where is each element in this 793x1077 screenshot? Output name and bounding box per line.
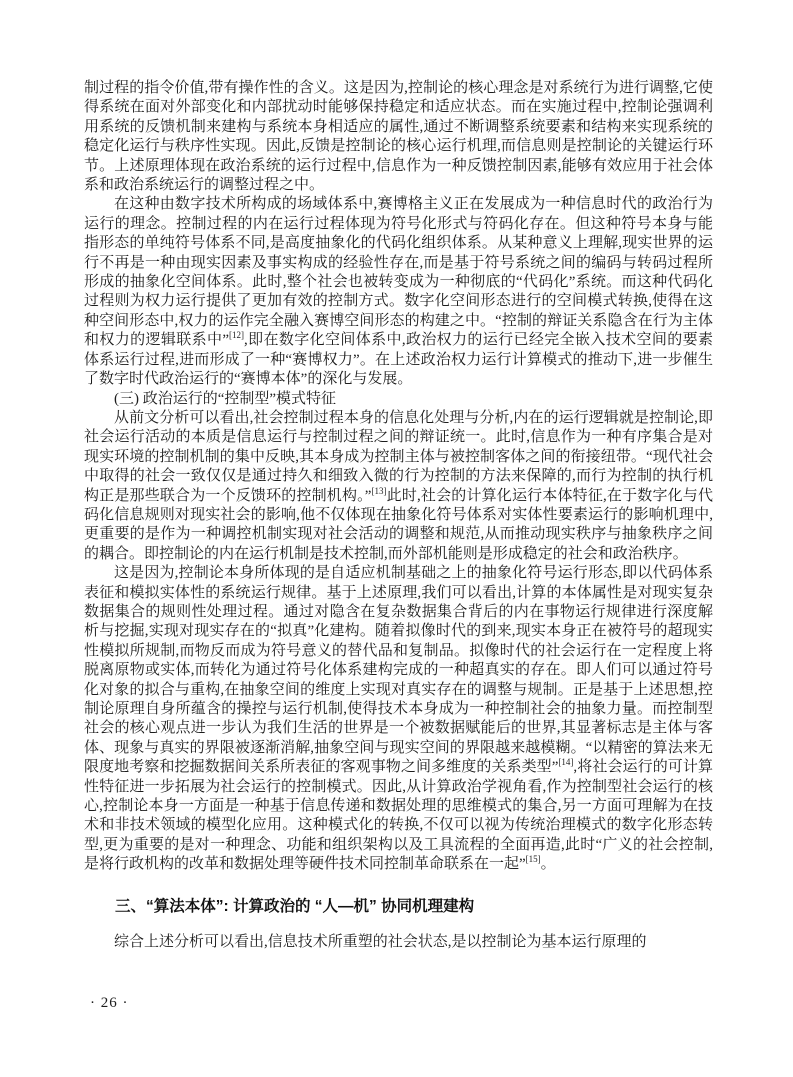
page-number: · 26 ·: [90, 995, 129, 1011]
paragraph: 在这种由数字技术所构成的场域体系中,赛博格主义正在发展成为一种信息时代的政治行为运行的理念。控制过程的内在运行过程体现为符号化形式与符码化存在。但这种符号本身与能指形态的单纯符号体系不同,是高度抽象化的代码化组织体系。从某种意义上理解,现实世界的运行不再是一种由现实因素及事实构成的经验性存在,而是基于符号系统之间的编码与转码过程所形成的抽象化空间体系。此时,整个社会也被转变成为一种彻底的“代码化”系统。而这种代码化过程则为权力运行提供了更加有效的控制方式。数字化空间形态进行的空间模式转换,使得在这种空间形态中,权力的运作完全融入赛博空间形态的构建之中。“控制的辩证关系隐含在行为主体和权力的逻辑联系中”[12],即在数字化空间体系中,政治权力的运行已经完全嵌入技术空间的要素体系运行过程,进而形成了一种“赛博权力”。在上述政治权力运行计算模式的推动下,进一步催生了数字时代政治运行的“赛博本体”的深化与发展。: [84, 196, 713, 388]
paragraph: 这是因为,控制论本身所体现的是自适应机制基础之上的抽象化符号运行形态,即以代码体系表征和模拟实体性的系统运行规律。基于上述原理,我们可以看出,计算的本体属性是对现实复杂数据集合的规则性处理过程。通过对隐含在复杂数据集合背后的内在事物运行规律进行深度解析与挖掘,实现对现实存在的“拟真”化建构。随着拟像时代的到来,现实本身正在被符号的超现实性模拟所规制,而物反而成为符号意义的替代品和复制品。拟像时代的社会运行在一定程度上将脱离原物或实体,而转化为通过符号化体系建构完成的一种超真实的存在。即人们可以通过符号化对象的拟合与重构,在抽象空间的维度上实现对真实存在的调整与规制。正是基于上述思想,控制论原理自身所蕴含的操控与运行机制,使得技术本身成为一种控制社会的抽象力量。而控制型社会的核心观点进一步认为我们生活的世界是一个被数据赋能后的世界,其显著标志是主体与客体、现象与真实的界限被逐渐消解,抽象空间与现实空间的界限越来越模糊。“以精密的算法来无限度地考察和挖掘数据间关系所表征的客观事物之间多维度的关系类型”[14],将社会运行的可计算性特征进一步拓展为社会运行的控制模式。因此,从计算政治学视角看,作为控制型社会运行的核心,控制论本身一方面是一种基于信息传递和数据处理的思维模式的集合,另一方面可理解为在技术和非技术领域的模型化应用。这种模式化的转换,不仅可以视为传统治理模式的数字化形态转型,更为重要的是对一种理念、功能和组织架构以及工具流程的全面再造,此时“广义的社会控制,是将行政机构的改革和数据处理等硬件技术同控制革命联系在一起”[15]。: [84, 565, 713, 873]
section-heading: 三、“算法本体”: 计算政治的 “人—机” 协同机理建构: [115, 897, 475, 915]
article-body: [84, 79, 713, 952]
footnote-marker: [12]: [229, 330, 244, 341]
footnote-marker: [15]: [525, 854, 541, 865]
paragraph: 综合上述分析可以看出,信息技术所重塑的社会状态,是以控制论为基本运行原理的: [114, 934, 647, 951]
subsection-heading: (三) 政治运行的“控制型”模式特征: [114, 390, 337, 407]
paragraph: 从前文分析可以看出,社会控制过程本身的信息化处理与分析,内在的运行逻辑就是控制论,即社会运行活动的本质是信息运行与控制过程之间的辩证统一。此时,信息作为一种有序集合是对现实环境的控制机制的集中反映,其本身成为控制主体与被控制客体之间的衔接纽带。“现代社会中取得的社会一致仅仅是通过持久和细致入微的行为控制的方法来保障的,而行为控制的执行机构正是那些联合为一个反馈环的控制机构。”[13]此时,社会的计算化运行本体特征,在于数字化与代码化信息规则对现实社会的影响,他不仅体现在抽象化符号体系对实体性要素运行的影响机理中,更重要的是作为一种调控机制实现对社会活动的调整和规范,从而推动现实秩序与抽象秩序之间的耦合。即控制论的内在运行机制是技术控制,而外部机能则是形成稳定的社会和政治秩序。: [84, 409, 713, 562]
footnote-marker: [13]: [371, 485, 387, 496]
footnote-marker: [14]: [558, 757, 574, 768]
paragraph-continuation: 制过程的指令价值,带有操作性的含义。这是因为,控制论的核心理念是对系统行为进行调整,它使得系统在面对外部变化和内部扰动时能够保持稳定和适应状态。而在实施过程中,控制论强调利用系统的反馈机制来建构与系统本身相适应的属性,通过不断调整系统要素和结构来实现系统的稳定化运行与秩序性实现。因此,反馈是控制论的核心运行机理,而信息则是控制论的关键运行环节。上述原理体现在政治系统的运行过程中,信息作为一种反馈控制因素,能够有效应用于社会体系和政治系统运行的调整过程之中。: [84, 80, 713, 194]
